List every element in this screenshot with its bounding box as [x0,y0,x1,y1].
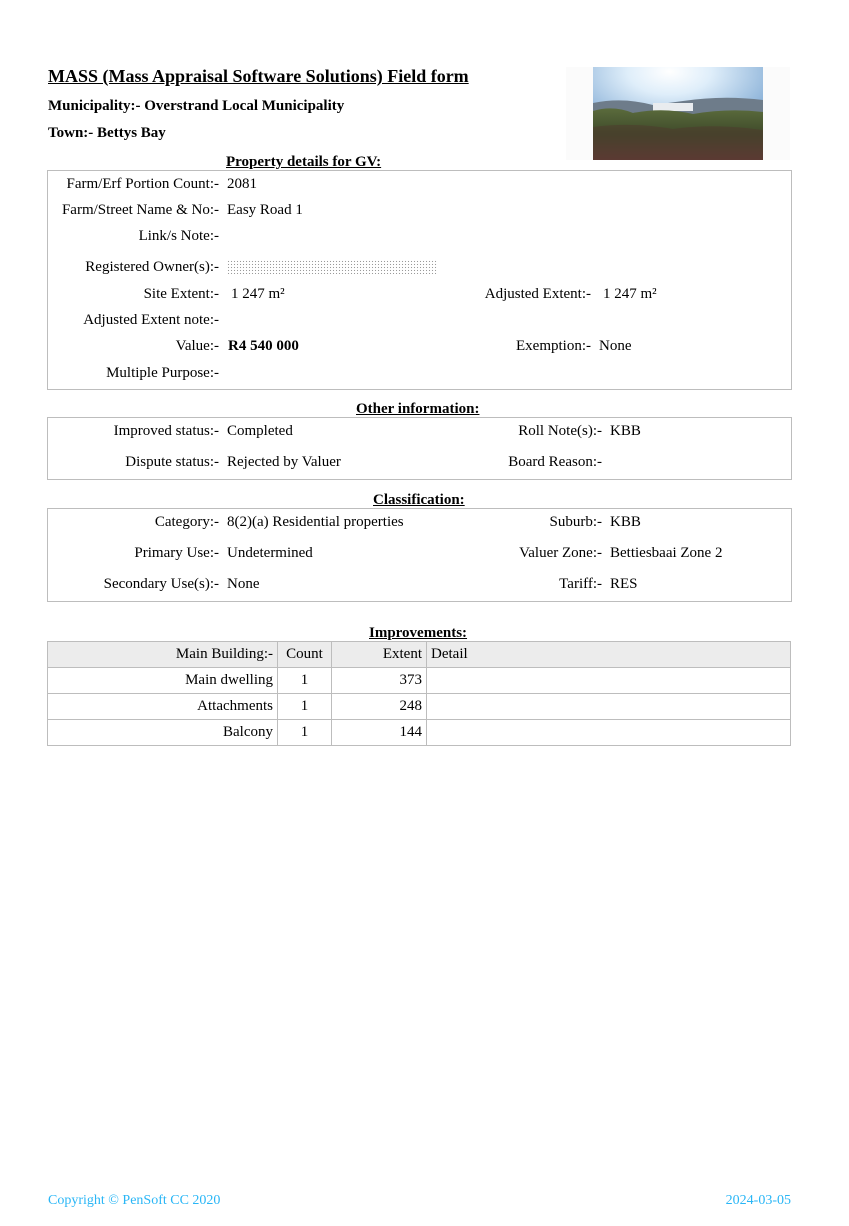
value-label: Value:- [175,338,219,354]
adjusted-extent-label: Adjusted Extent:- [484,286,591,302]
classification-heading: Classification: [373,492,465,508]
value-amount: R4 540 000 [228,338,299,354]
tariff-label: Tariff:- [559,576,602,592]
site-extent-value: 1 247 m² [231,286,285,302]
roll-note-value: KBB [610,423,641,439]
row-detail [427,720,791,746]
col-count: Count [278,642,332,668]
street-label: Farm/Street Name & No:- [61,202,219,218]
adjusted-extent-value: 1 247 m² [603,286,657,302]
row-detail [427,668,791,694]
owner-redacted [227,258,437,275]
municipality-line: Municipality:- Overstrand Local Municipality [48,98,345,114]
street-value: Easy Road 1 [227,202,303,218]
row-count: 1 [278,720,332,746]
dispute-status-value: Rejected by Valuer [227,454,341,470]
row-count: 1 [278,668,332,694]
multiple-purpose-label: Multiple Purpose:- [106,365,219,381]
copyright-text: Copyright © PenSoft CC 2020 [48,1193,221,1208]
row-extent: 248 [332,694,427,720]
other-heading: Other information: [356,401,480,417]
tariff-value: RES [610,576,638,592]
roll-note-label: Roll Note(s):- [518,423,602,439]
row-name: Main dwelling [48,668,278,694]
secondary-use-value: None [227,576,260,592]
primary-use-value: Undetermined [227,545,313,561]
adjusted-note-label: Adjusted Extent note:- [83,312,219,328]
property-heading: Property details for GV: [226,154,382,170]
improved-status-value: Completed [227,423,293,439]
row-name: Attachments [48,694,278,720]
improvements-table [47,641,791,746]
primary-use-label: Primary Use:- [134,545,219,561]
col-main-building: Main Building:- [48,642,278,668]
link-label: Link/s Note:- [138,228,219,244]
category-label: Category:- [154,514,219,530]
table-row [48,668,791,694]
improved-status-label: Improved status:- [113,423,219,439]
farm-value: 2081 [227,176,257,192]
page-title: MASS (Mass Appraisal Software Solutions) Field form [48,66,469,86]
dispute-status-label: Dispute status:- [125,454,219,470]
footer-date: 2024-03-05 [725,1193,791,1208]
col-extent: Extent [332,642,427,668]
board-reason-label: Board Reason:- [508,454,602,470]
row-extent: 373 [332,668,427,694]
table-row [48,720,791,746]
table-row [48,694,791,720]
improvements-heading: Improvements: [369,625,468,641]
suburb-value: KBB [610,514,641,530]
suburb-label: Suburb:- [549,514,602,530]
category-value: 8(2)(a) Residential properties [227,514,404,530]
exemption-label: Exemption:- [516,338,591,354]
row-extent: 144 [332,720,427,746]
row-name: Balcony [48,720,278,746]
valuer-zone-label: Valuer Zone:- [519,545,602,561]
site-extent-label: Site Extent:- [143,286,219,302]
valuer-zone-value: Bettiesbaai Zone 2 [610,545,723,561]
col-detail: Detail [427,642,791,668]
owner-label: Registered Owner(s):- [85,259,219,275]
farm-label: Farm/Erf Portion Count:- [66,176,219,192]
row-detail [427,694,791,720]
town-line: Town:- Bettys Bay [48,125,166,141]
table-header-row [48,642,791,668]
secondary-use-label: Secondary Use(s):- [103,576,219,592]
row-count: 1 [278,694,332,720]
exemption-value: None [599,338,632,354]
property-photo [566,67,790,160]
